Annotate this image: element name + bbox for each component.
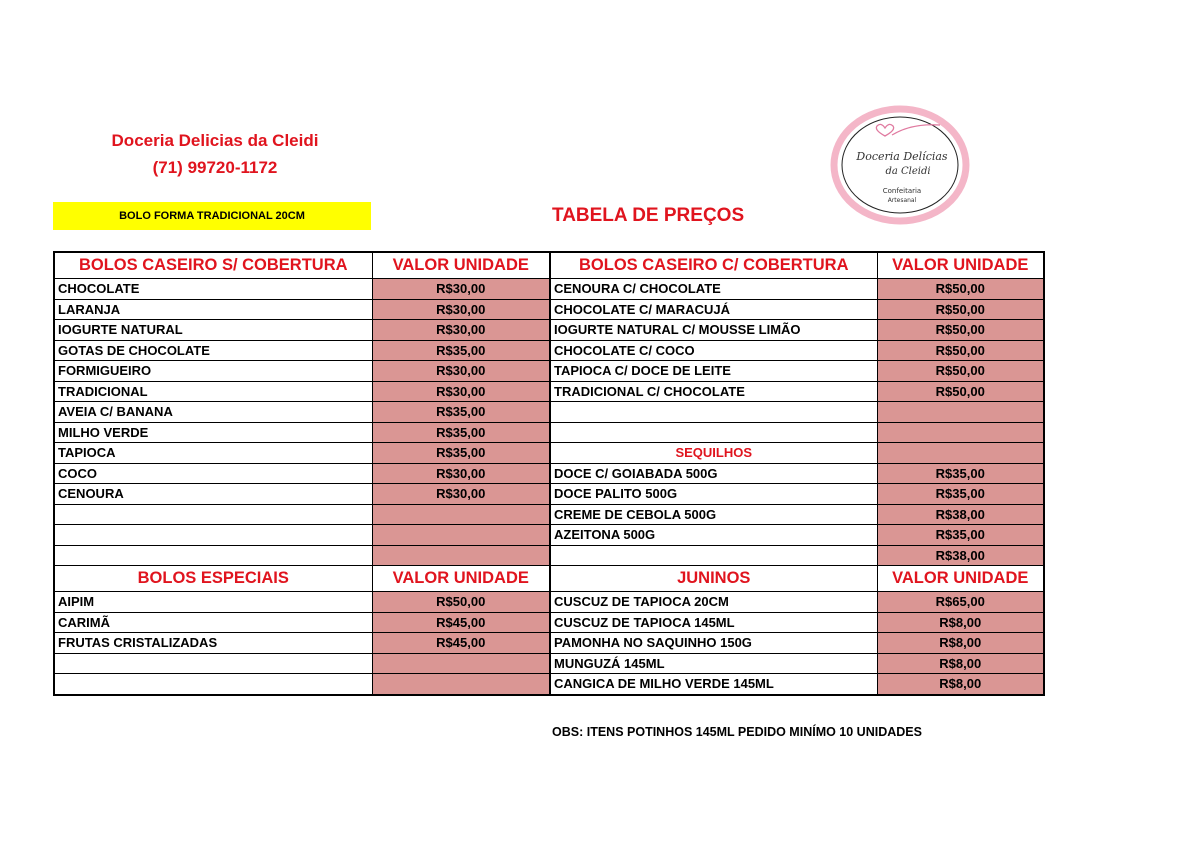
column-header: VALOR UNIDADE xyxy=(372,566,550,592)
item-name xyxy=(54,674,372,695)
item-price xyxy=(372,653,550,674)
item-price: R$38,00 xyxy=(877,545,1044,566)
item-price xyxy=(877,422,1044,443)
logo-text-line2: da Cleidi xyxy=(885,166,931,177)
column-header: BOLOS CASEIRO C/ COBERTURA xyxy=(550,252,877,279)
item-name xyxy=(54,504,372,525)
logo-text-line1: Doceria Delícias xyxy=(856,150,948,163)
item-price: R$50,00 xyxy=(877,381,1044,402)
table-row xyxy=(54,320,1044,341)
item-name: CENOURA C/ CHOCOLATE xyxy=(550,279,877,300)
column-header: VALOR UNIDADE xyxy=(877,566,1044,592)
item-name: CANGICA DE MILHO VERDE 145ML xyxy=(550,674,877,695)
price-table xyxy=(53,251,1045,696)
item-name: AIPIM xyxy=(54,592,372,613)
table-row xyxy=(54,484,1044,505)
table-header-row xyxy=(54,566,1044,592)
item-price: R$35,00 xyxy=(877,484,1044,505)
table-row xyxy=(54,653,1044,674)
table-row xyxy=(54,612,1044,633)
item-name: TAPIOCA xyxy=(54,443,372,464)
item-price: R$35,00 xyxy=(877,525,1044,546)
item-name xyxy=(550,422,877,443)
item-price: R$30,00 xyxy=(372,484,550,505)
table-row xyxy=(54,402,1044,423)
item-price xyxy=(877,402,1044,423)
item-price: R$8,00 xyxy=(877,674,1044,695)
item-price: R$38,00 xyxy=(877,504,1044,525)
item-name xyxy=(54,545,372,566)
item-name: CUSCUZ DE TAPIOCA 145ML xyxy=(550,612,877,633)
table-row xyxy=(54,443,1044,464)
item-price: R$45,00 xyxy=(372,612,550,633)
item-name: DOCE PALITO 500G xyxy=(550,484,877,505)
table-row xyxy=(54,381,1044,402)
item-name: CREME DE CEBOLA 500G xyxy=(550,504,877,525)
column-header: VALOR UNIDADE xyxy=(372,252,550,279)
item-price: R$35,00 xyxy=(372,443,550,464)
item-price: R$35,00 xyxy=(372,422,550,443)
item-price xyxy=(372,545,550,566)
item-price xyxy=(877,443,1044,464)
table-header-row xyxy=(54,252,1044,279)
item-name xyxy=(54,653,372,674)
table-row xyxy=(54,592,1044,613)
item-price: R$30,00 xyxy=(372,320,550,341)
item-price xyxy=(372,504,550,525)
item-price: R$8,00 xyxy=(877,612,1044,633)
table-row xyxy=(54,299,1044,320)
item-name: IOGURTE NATURAL C/ MOUSSE LIMÃO xyxy=(550,320,877,341)
item-price: R$30,00 xyxy=(372,279,550,300)
shop-phone: (71) 99720-1172 xyxy=(152,158,278,177)
table-row xyxy=(54,633,1044,654)
table-row xyxy=(54,674,1044,695)
item-name: TAPIOCA C/ DOCE DE LEITE xyxy=(550,361,877,382)
item-price: R$45,00 xyxy=(372,633,550,654)
observation-note: OBS: ITENS POTINHOS 145ML PEDIDO MINÍMO 10 UNIDADES xyxy=(552,725,922,739)
item-price: R$30,00 xyxy=(372,463,550,484)
item-name: LARANJA xyxy=(54,299,372,320)
item-price xyxy=(372,674,550,695)
item-name: COCO xyxy=(54,463,372,484)
table-row xyxy=(54,525,1044,546)
page-title: TABELA DE PREÇOS xyxy=(552,205,745,226)
item-name: FORMIGUEIRO xyxy=(54,361,372,382)
column-header: BOLOS CASEIRO S/ COBERTURA xyxy=(54,252,372,279)
item-price: R$30,00 xyxy=(372,381,550,402)
item-name: IOGURTE NATURAL xyxy=(54,320,372,341)
item-price: R$30,00 xyxy=(372,361,550,382)
table-row xyxy=(54,504,1044,525)
table-row xyxy=(54,279,1044,300)
item-price: R$50,00 xyxy=(877,279,1044,300)
item-name: CENOURA xyxy=(54,484,372,505)
item-price: R$50,00 xyxy=(877,299,1044,320)
item-price: R$35,00 xyxy=(372,402,550,423)
item-name: CUSCUZ DE TAPIOCA 20CM xyxy=(550,592,877,613)
shop-name: Doceria Delicias da Cleidi xyxy=(111,131,319,150)
item-name: AZEITONA 500G xyxy=(550,525,877,546)
item-price: R$8,00 xyxy=(877,633,1044,654)
item-name: PAMONHA NO SAQUINHO 150G xyxy=(550,633,877,654)
column-header: VALOR UNIDADE xyxy=(877,252,1044,279)
item-price: R$50,00 xyxy=(877,320,1044,341)
item-price: R$65,00 xyxy=(877,592,1044,613)
brand-logo xyxy=(830,105,970,225)
item-name: CHOCOLATE xyxy=(54,279,372,300)
item-name: GOTAS DE CHOCOLATE xyxy=(54,340,372,361)
column-header: JUNINOS xyxy=(550,566,877,592)
item-name: AVEIA C/ BANANA xyxy=(54,402,372,423)
section-title-sequilhos: SEQUILHOS xyxy=(550,443,877,464)
table-row xyxy=(54,361,1044,382)
item-name: TRADICIONAL C/ CHOCOLATE xyxy=(550,381,877,402)
item-price xyxy=(372,525,550,546)
item-name xyxy=(550,402,877,423)
item-name: TRADICIONAL xyxy=(54,381,372,402)
logo-text-line4: Artesanal xyxy=(887,197,917,204)
item-name: CHOCOLATE C/ COCO xyxy=(550,340,877,361)
item-name: MUNGUZÁ 145ML xyxy=(550,653,877,674)
item-name: MILHO VERDE xyxy=(54,422,372,443)
item-name xyxy=(550,545,877,566)
item-price: R$35,00 xyxy=(877,463,1044,484)
item-price: R$8,00 xyxy=(877,653,1044,674)
item-name: DOCE C/ GOIABADA 500G xyxy=(550,463,877,484)
logo-text-line3: Confeitaria xyxy=(882,187,922,195)
item-name: CARIMÃ xyxy=(54,612,372,633)
table-row xyxy=(54,422,1044,443)
item-price: R$30,00 xyxy=(372,299,550,320)
item-name: FRUTAS CRISTALIZADAS xyxy=(54,633,372,654)
item-name: CHOCOLATE C/ MARACUJÁ xyxy=(550,299,877,320)
item-price: R$50,00 xyxy=(372,592,550,613)
item-price: R$35,00 xyxy=(372,340,550,361)
item-name xyxy=(54,525,372,546)
item-price: R$50,00 xyxy=(877,361,1044,382)
item-price: R$50,00 xyxy=(877,340,1044,361)
table-row xyxy=(54,545,1044,566)
column-header: BOLOS ESPECIAIS xyxy=(54,566,372,592)
table-row xyxy=(54,340,1044,361)
table-row xyxy=(54,463,1044,484)
highlight-label: BOLO FORMA TRADICIONAL 20CM xyxy=(53,202,371,230)
